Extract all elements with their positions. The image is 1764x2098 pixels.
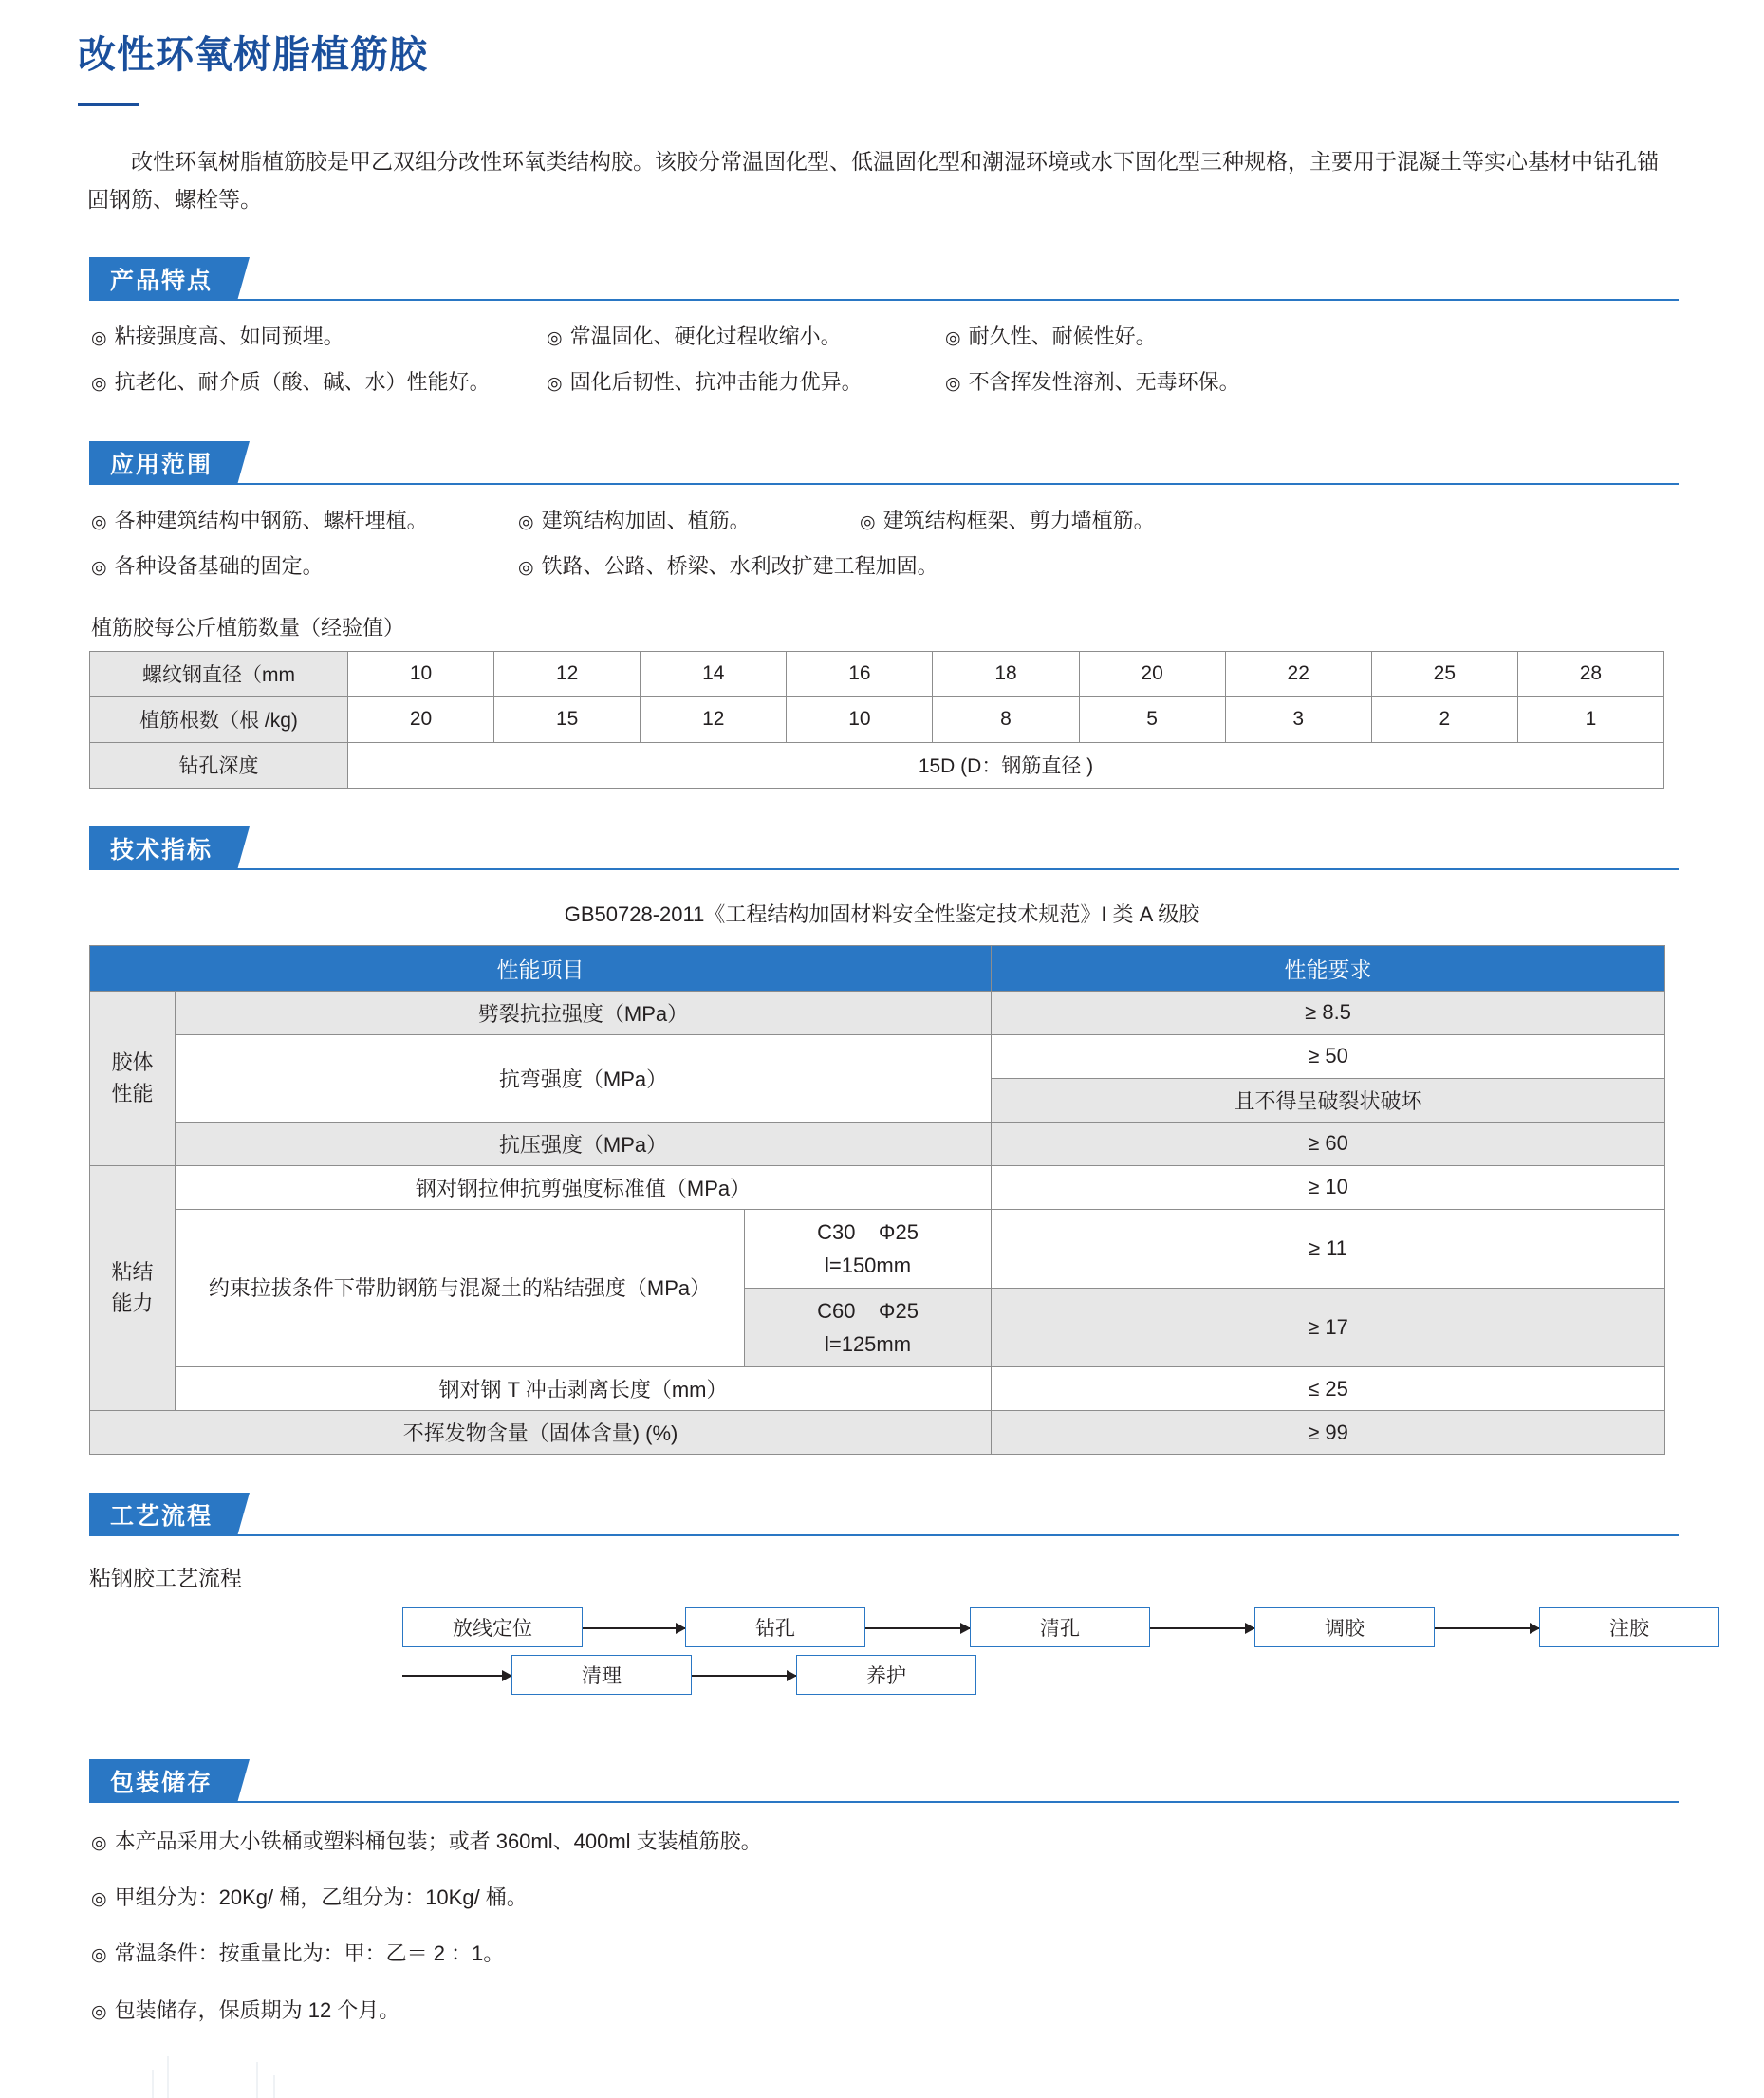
bullet-icon: ◎ bbox=[91, 1945, 107, 1966]
bullet-icon: ◎ bbox=[91, 373, 107, 394]
features-list bbox=[76, 316, 1688, 403]
list-item-label: 铁路、公路、桥梁、水利改扩建工程加固。 bbox=[541, 553, 938, 578]
bullet-icon: ◎ bbox=[91, 511, 107, 532]
process-heading-label: 工艺流程 bbox=[89, 1493, 237, 1536]
rebar-table-caption: 植筋胶每公斤植筋数量（经验值） bbox=[91, 615, 405, 640]
table-cell: 不挥发物含量（固体含量) (%) bbox=[90, 1411, 992, 1455]
intro-paragraph: 改性环氧树脂植筋胶是甲乙双组分改性环氧类结构胶。该胶分常温固化型、低温固化型和潮湿环境或水下固化型三种规格，主要用于混凝土等实心基材中钻孔锚固钢筋、螺栓等。 bbox=[87, 149, 1659, 213]
page-watermark bbox=[142, 2054, 294, 2098]
list-item-label: 甲组分为：20Kg/ 桶，乙组分为：10Kg/ 桶。 bbox=[114, 1885, 528, 1910]
bullet-icon: ◎ bbox=[91, 1833, 107, 1854]
list-item bbox=[547, 316, 945, 358]
table-cell: ≥ 99 bbox=[992, 1411, 1665, 1455]
list-item-label: 建筑结构加固、植筋。 bbox=[541, 508, 751, 532]
table-cell: 16 bbox=[787, 651, 933, 696]
technical-heading-label: 技术指标 bbox=[89, 826, 237, 870]
table-cell: 劈裂抗拉强度（MPa） bbox=[176, 991, 992, 1034]
table-cell: 且不得呈破裂状破坏 bbox=[992, 1078, 1665, 1122]
section-process bbox=[76, 1493, 1688, 1721]
technical-heading bbox=[76, 826, 1688, 870]
flow-arrow-6 bbox=[692, 1675, 796, 1677]
list-item-label: 包装储存，保质期为 12 个月。 bbox=[114, 1997, 400, 2022]
table-cell: 20 bbox=[1079, 651, 1225, 696]
technical-heading-rule bbox=[89, 868, 1679, 870]
table-cell: 5 bbox=[1079, 696, 1225, 742]
flow-arrow-4 bbox=[1435, 1627, 1539, 1629]
table-row bbox=[90, 742, 1664, 788]
applications-list bbox=[76, 500, 1688, 587]
table-row bbox=[90, 1122, 1665, 1165]
packaging-list bbox=[76, 1820, 1688, 2031]
table-cell: 钢对钢 T 冲击剥离长度（mm） bbox=[176, 1367, 992, 1411]
list-item bbox=[518, 546, 938, 587]
bullet-icon: ◎ bbox=[518, 557, 534, 578]
list-item bbox=[518, 500, 860, 542]
list-item-label: 固化后韧性、抗冲击能力优异。 bbox=[569, 369, 863, 394]
table-cell: ≥ 17 bbox=[992, 1288, 1665, 1366]
applications-heading bbox=[76, 441, 1688, 485]
table-cell: 18 bbox=[933, 651, 1079, 696]
bullet-icon: ◎ bbox=[91, 2001, 107, 2022]
table-cell: 20 bbox=[348, 696, 494, 742]
list-item bbox=[945, 362, 1688, 403]
list-item-label: 建筑结构框架、剪力墙植筋。 bbox=[882, 508, 1155, 532]
list-item bbox=[91, 1820, 1688, 1863]
list-item-label: 各种设备基础的固定。 bbox=[114, 553, 324, 578]
flow-step-6: 清理 bbox=[511, 1655, 692, 1695]
table-cell: 28 bbox=[1517, 651, 1663, 696]
list-item bbox=[860, 500, 1688, 542]
list-item bbox=[91, 500, 518, 542]
standard-reference: GB50728-2011《工程结构加固材料安全性鉴定技术规范》I 类 A 级胶 bbox=[564, 901, 1200, 926]
list-item-label: 各种建筑结构中钢筋、螺杆埋植。 bbox=[114, 508, 428, 532]
table-header-row bbox=[90, 945, 1665, 991]
flow-arrow-2 bbox=[865, 1627, 970, 1629]
bullet-icon: ◎ bbox=[91, 557, 107, 578]
flow-step-1: 放线定位 bbox=[402, 1607, 583, 1647]
table-cell: 10 bbox=[348, 651, 494, 696]
table-row bbox=[90, 651, 1664, 696]
section-packaging bbox=[76, 1759, 1688, 2031]
table-cell: ≤ 25 bbox=[992, 1367, 1665, 1411]
applications-heading-label: 应用范围 bbox=[89, 441, 237, 485]
list-item bbox=[91, 1876, 1688, 1919]
table-cell: 12 bbox=[494, 651, 641, 696]
list-item bbox=[91, 1989, 1688, 2032]
bullet-icon: ◎ bbox=[945, 373, 961, 394]
row-header: 钻孔深度 bbox=[90, 742, 348, 788]
process-flowchart bbox=[89, 1579, 1688, 1721]
list-item-label: 不含挥发性溶剂、无毒环保。 bbox=[968, 369, 1240, 394]
list-item-label: 本产品采用大小铁桶或塑料桶包装；或者 360ml、400ml 支装植筋胶。 bbox=[114, 1829, 762, 1854]
table-row bbox=[90, 1209, 1665, 1288]
category-bond-capacity: 粘结 能力 bbox=[90, 1165, 176, 1411]
table-row bbox=[90, 991, 1665, 1034]
list-item bbox=[91, 546, 518, 587]
flow-step-4: 调胶 bbox=[1254, 1607, 1435, 1647]
table-row bbox=[90, 696, 1664, 742]
list-item bbox=[547, 362, 945, 403]
list-item-label: 常温条件：按重量比为：甲：乙＝ 2 ：1。 bbox=[114, 1941, 505, 1966]
table-cell: 3 bbox=[1225, 696, 1371, 742]
list-item bbox=[91, 362, 547, 403]
table-cell: ≥ 11 bbox=[992, 1209, 1665, 1288]
table-cell: 15 bbox=[494, 696, 641, 742]
table-cell-sub: C30 Φ25 l=150mm bbox=[745, 1209, 992, 1288]
table-cell: 2 bbox=[1371, 696, 1517, 742]
table-row bbox=[90, 1165, 1665, 1209]
process-heading bbox=[76, 1493, 1688, 1536]
table-cell: ≥ 8.5 bbox=[992, 991, 1665, 1034]
process-heading-rule bbox=[89, 1534, 1679, 1536]
table-cell: 14 bbox=[641, 651, 787, 696]
table-cell: 25 bbox=[1371, 651, 1517, 696]
applications-heading-rule bbox=[89, 483, 1679, 485]
list-item-label: 抗老化、耐介质（酸、碱、水）性能好。 bbox=[114, 369, 491, 394]
table-cell: 12 bbox=[641, 696, 787, 742]
table-cell: 8 bbox=[933, 696, 1079, 742]
packaging-heading-rule bbox=[89, 1801, 1679, 1803]
process-label: 粘钢胶工艺流程 bbox=[89, 1566, 242, 1591]
section-applications bbox=[76, 441, 1688, 789]
features-heading-rule bbox=[89, 299, 1679, 301]
title-divider bbox=[78, 103, 139, 106]
list-item-label: 常温固化、硬化过程收缩小。 bbox=[569, 324, 842, 348]
list-item bbox=[945, 316, 1688, 358]
flow-arrow-1 bbox=[583, 1627, 685, 1629]
section-features bbox=[76, 257, 1688, 403]
row-header: 螺纹钢直径（mm bbox=[90, 651, 348, 696]
table-cell: 15D (D：钢筋直径 ) bbox=[348, 742, 1664, 788]
rebar-quantity-table bbox=[89, 651, 1664, 789]
bullet-icon: ◎ bbox=[518, 511, 534, 532]
table-cell: ≥ 10 bbox=[992, 1165, 1665, 1209]
list-item bbox=[91, 316, 547, 358]
flow-arrow-5 bbox=[402, 1675, 511, 1677]
list-item-label: 粘接强度高、如同预埋。 bbox=[114, 324, 344, 348]
features-heading bbox=[76, 257, 1688, 301]
bullet-icon: ◎ bbox=[945, 327, 961, 348]
table-row bbox=[90, 1411, 1665, 1455]
page-title: 改性环氧树脂植筋胶 bbox=[78, 34, 428, 76]
row-header: 植筋根数（根 /kg) bbox=[90, 696, 348, 742]
category-glue-performance: 胶体 性能 bbox=[90, 991, 176, 1165]
table-cell: 抗弯强度（MPa） bbox=[176, 1034, 992, 1122]
flow-step-3: 清孔 bbox=[970, 1607, 1150, 1647]
bullet-icon: ◎ bbox=[860, 511, 876, 532]
packaging-heading bbox=[76, 1759, 1688, 1803]
flow-step-7: 养护 bbox=[796, 1655, 976, 1695]
list-item-label: 耐久性、耐候性好。 bbox=[968, 324, 1157, 348]
section-technical bbox=[76, 826, 1688, 1456]
table-cell: 约束拉拔条件下带肋钢筋与混凝土的粘结强度（MPa） bbox=[176, 1209, 745, 1367]
list-item bbox=[91, 1932, 1688, 1975]
flow-step-2: 钻孔 bbox=[685, 1607, 865, 1647]
technical-specs-table bbox=[89, 945, 1665, 1456]
bullet-icon: ◎ bbox=[91, 1889, 107, 1910]
table-cell: 22 bbox=[1225, 651, 1371, 696]
flow-arrow-3 bbox=[1150, 1627, 1254, 1629]
column-header-requirement: 性能要求 bbox=[992, 945, 1665, 991]
table-cell: ≥ 50 bbox=[992, 1034, 1665, 1078]
table-row bbox=[90, 1367, 1665, 1411]
packaging-heading-label: 包装储存 bbox=[89, 1759, 237, 1803]
table-cell: 10 bbox=[787, 696, 933, 742]
table-cell-sub: C60 Φ25 l=125mm bbox=[745, 1288, 992, 1366]
table-row bbox=[90, 1034, 1665, 1078]
table-cell: 抗压强度（MPa） bbox=[176, 1122, 992, 1165]
table-cell: 钢对钢拉伸抗剪强度标准值（MPa） bbox=[176, 1165, 992, 1209]
flow-step-5: 注胶 bbox=[1539, 1607, 1719, 1647]
column-header-item: 性能项目 bbox=[90, 945, 992, 991]
features-heading-label: 产品特点 bbox=[89, 257, 237, 301]
table-cell: 1 bbox=[1517, 696, 1663, 742]
bullet-icon: ◎ bbox=[547, 327, 563, 348]
table-cell: ≥ 60 bbox=[992, 1122, 1665, 1165]
bullet-icon: ◎ bbox=[547, 373, 563, 394]
bullet-icon: ◎ bbox=[91, 327, 107, 348]
